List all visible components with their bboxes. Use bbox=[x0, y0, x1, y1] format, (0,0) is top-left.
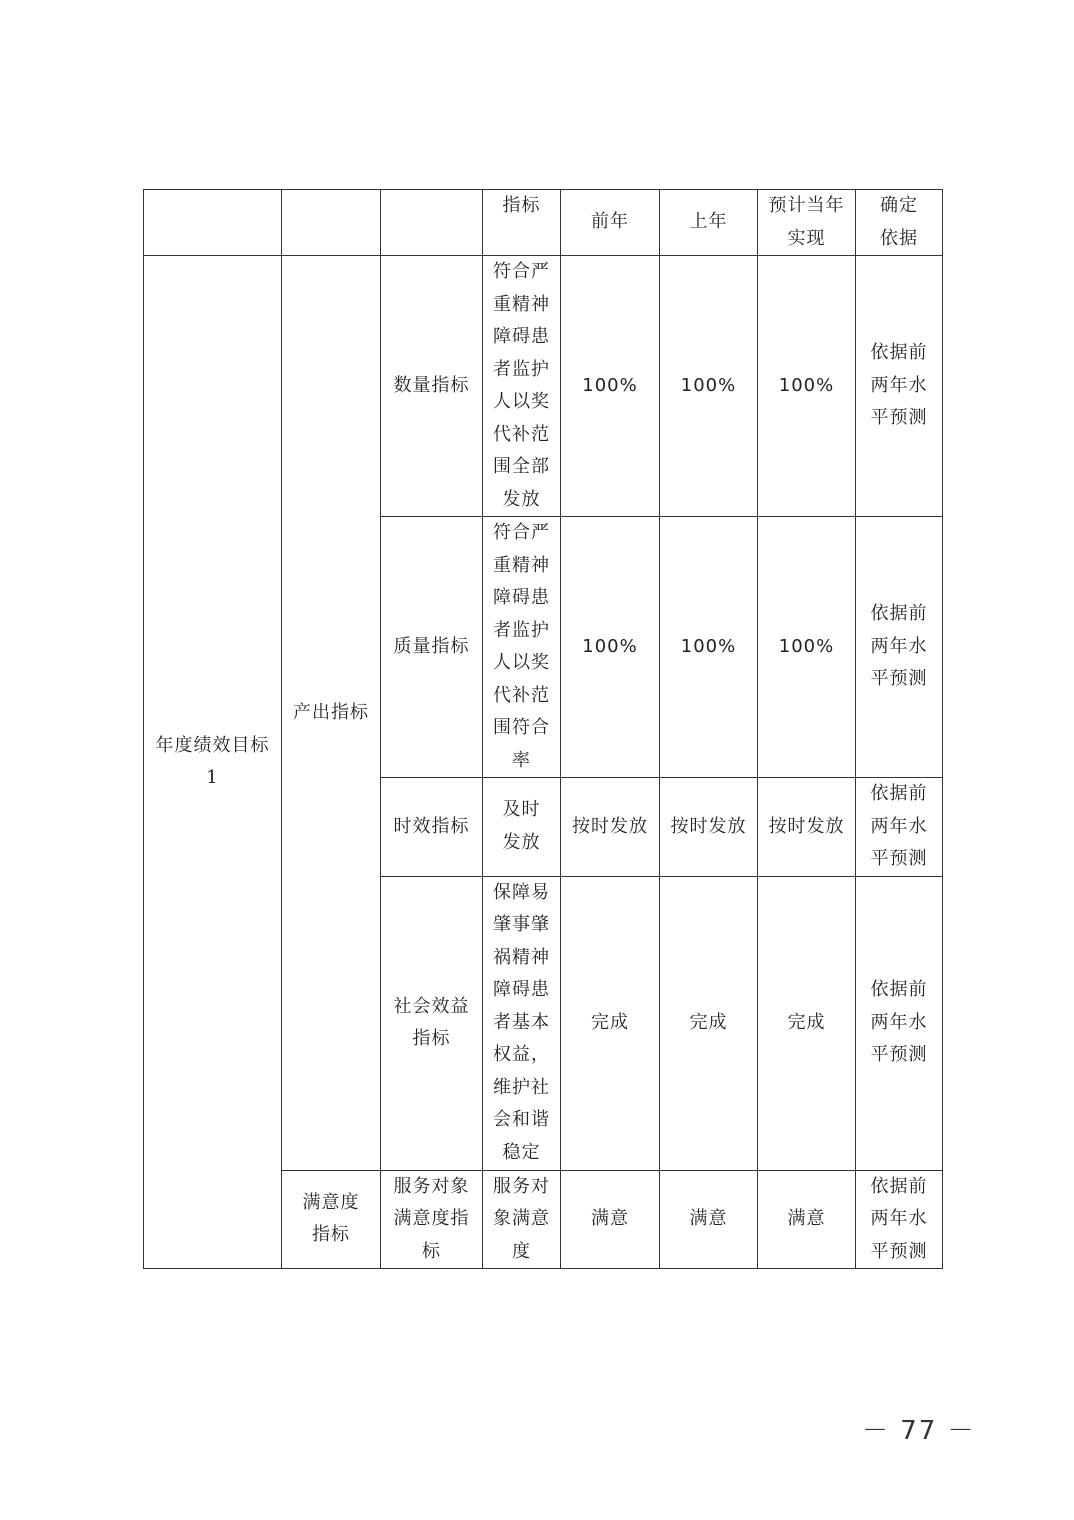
subcategory-cell: 服务对象满意度指标 bbox=[381, 1170, 483, 1269]
goal-label: 年度绩效目标1 bbox=[144, 256, 282, 1269]
header-indicator: 指标 bbox=[483, 190, 561, 256]
subcategory-cell: 社会效益指标 bbox=[381, 876, 483, 1170]
group-output: 产出指标 bbox=[282, 256, 381, 1171]
indicator-cell: 符合严重精神障碍患者监护人以奖代补范围符合率 bbox=[483, 517, 561, 778]
value-expected-current: 满意 bbox=[758, 1170, 856, 1269]
basis-cell: 依据前两年水平预测 bbox=[856, 1170, 943, 1269]
value-last-year: 100% bbox=[660, 517, 758, 778]
value-expected-current: 完成 bbox=[758, 876, 856, 1170]
group-satisfaction: 满意度指标 bbox=[282, 1170, 381, 1269]
basis-cell: 依据前两年水平预测 bbox=[856, 778, 943, 877]
header-last-year: 上年 bbox=[660, 190, 758, 256]
performance-table bbox=[143, 189, 943, 1269]
subcategory-cell: 质量指标 bbox=[381, 517, 483, 778]
table-row bbox=[144, 256, 943, 517]
page-number: － 77 － bbox=[862, 1416, 976, 1446]
value-last-year: 完成 bbox=[660, 876, 758, 1170]
basis-cell: 依据前两年水平预测 bbox=[856, 876, 943, 1170]
value-last-year: 按时发放 bbox=[660, 778, 758, 877]
indicator-cell: 服务对象满意度 bbox=[483, 1170, 561, 1269]
value-year-before-last: 100% bbox=[561, 256, 660, 517]
indicator-cell: 保障易肇事肇祸精神障碍患者基本权益，维护社会和谐稳定 bbox=[483, 876, 561, 1170]
value-last-year: 满意 bbox=[660, 1170, 758, 1269]
value-expected-current: 100% bbox=[758, 517, 856, 778]
header-expected-current: 预计当年实现 bbox=[758, 190, 856, 256]
header-blank-2 bbox=[282, 190, 381, 256]
value-year-before-last: 完成 bbox=[561, 876, 660, 1170]
subcategory-cell: 时效指标 bbox=[381, 778, 483, 877]
header-row bbox=[144, 190, 943, 256]
value-last-year: 100% bbox=[660, 256, 758, 517]
value-year-before-last: 满意 bbox=[561, 1170, 660, 1269]
value-expected-current: 按时发放 bbox=[758, 778, 856, 877]
header-basis: 确定依据 bbox=[856, 190, 943, 256]
basis-cell: 依据前两年水平预测 bbox=[856, 256, 943, 517]
header-blank-3 bbox=[381, 190, 483, 256]
indicator-cell: 及时发放 bbox=[483, 778, 561, 877]
value-expected-current: 100% bbox=[758, 256, 856, 517]
value-year-before-last: 100% bbox=[561, 517, 660, 778]
header-year-before-last: 前年 bbox=[561, 190, 660, 256]
subcategory-cell: 数量指标 bbox=[381, 256, 483, 517]
indicator-cell: 符合严重精神障碍患者监护人以奖代补范围全部发放 bbox=[483, 256, 561, 517]
basis-cell: 依据前两年水平预测 bbox=[856, 517, 943, 778]
value-year-before-last: 按时发放 bbox=[561, 778, 660, 877]
header-blank-1 bbox=[144, 190, 282, 256]
